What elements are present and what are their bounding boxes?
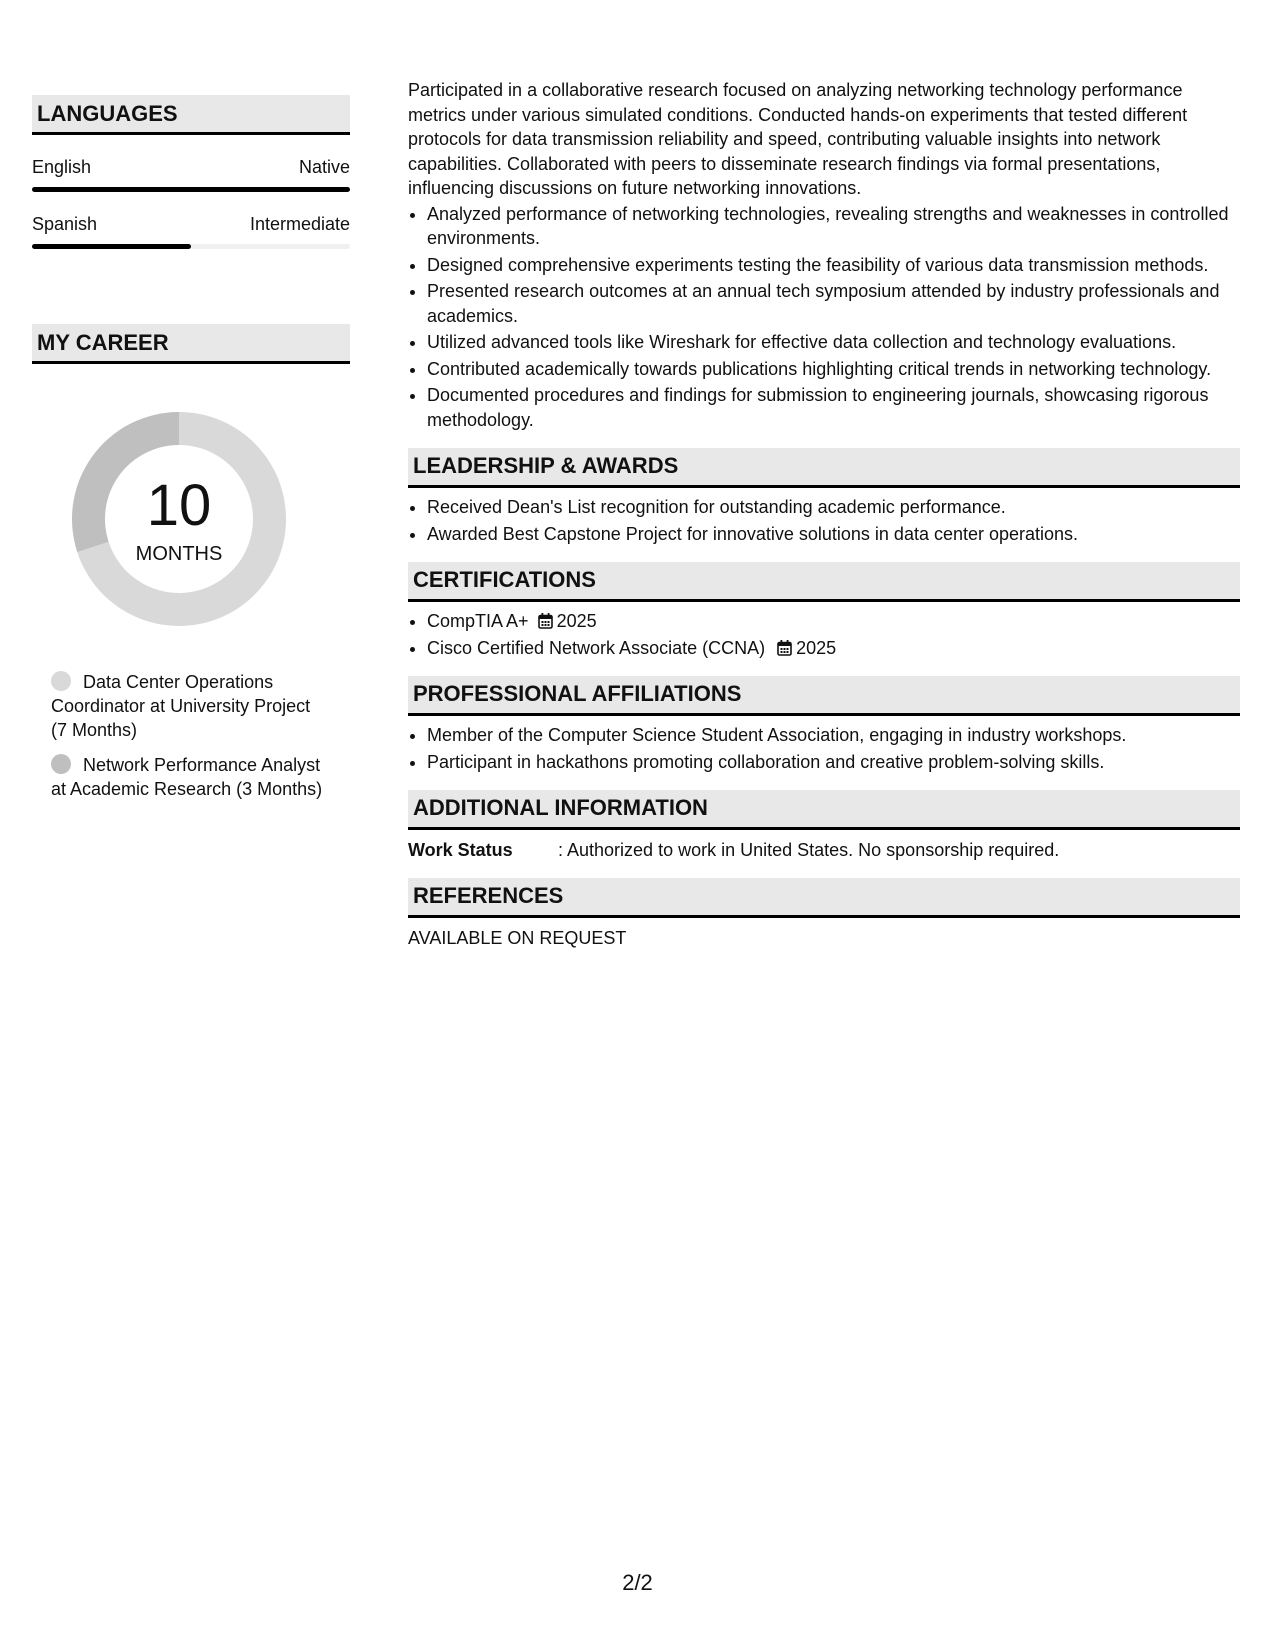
language-level: Intermediate	[249, 214, 350, 234]
certifications-list	[408, 609, 1240, 660]
language-level: Native	[298, 157, 350, 177]
language-name: Spanish	[32, 214, 98, 234]
experience-bullets	[408, 202, 1240, 433]
language-proficiency-bar	[32, 187, 350, 192]
language-proficiency-bar	[32, 244, 350, 249]
calendar-icon	[777, 640, 792, 656]
references-text: AVAILABLE ON REQUEST	[408, 928, 627, 948]
list-item: • Documented procedures and findings for submission to engineering journals, showcasing rigorous methodology.	[427, 383, 1240, 432]
certification-year: 2025	[796, 637, 837, 658]
list-item: • Received Dean's List recognition for outstanding academic performance.	[427, 495, 1240, 520]
list-item: • Presented research outcomes at an annual tech symposium attended by industry professionals and academics.	[427, 279, 1240, 328]
certifications-heading: CERTIFICATIONS	[408, 562, 1240, 602]
experience-summary: Participated in a collaborative research focused on analyzing networking technology performance metrics under various simulated conditions. Conducted hands-on experiments that tested different protocols for data transmission reliability and speed, contributing valuable insights into network capabilities. Collaborated with peers to disseminate research findings via formal presentations, influencing discussions on future networking innovations.	[408, 80, 1188, 198]
work-status-value: : Authorized to work in United States. No sponsorship required.	[558, 840, 1060, 860]
language-item	[32, 212, 350, 249]
career-legend-label: Network Performance Analyst at Academic Research (3 Months)	[51, 755, 323, 799]
career-legend-item	[51, 670, 331, 742]
career-heading: MY CAREER	[32, 324, 350, 364]
page-number: 2/2	[622, 1570, 653, 1595]
work-status-label: Work Status	[408, 840, 513, 860]
calendar-icon	[538, 613, 553, 629]
work-status-row	[408, 838, 1240, 862]
career-total-unit: MONTHS	[135, 543, 223, 565]
languages-heading: LANGUAGES	[32, 95, 350, 135]
language-item	[32, 155, 350, 192]
certification-item	[427, 609, 1240, 634]
references-heading: REFERENCES	[408, 878, 1240, 918]
leadership-heading: LEADERSHIP & AWARDS	[408, 448, 1240, 488]
language-name: English	[32, 157, 92, 177]
certification-name: Cisco Certified Network Associate (CCNA)	[427, 637, 766, 658]
list-item: • Designed comprehensive experiments testing the feasibility of various data transmission methods.	[427, 253, 1240, 278]
certification-item	[427, 636, 1240, 661]
list-item: • Contributed academically towards publications highlighting critical trends in networking technology.	[427, 357, 1240, 382]
list-item: • Awarded Best Capstone Project for innovative solutions in data center operations.	[427, 522, 1240, 547]
left-column	[32, 95, 350, 812]
certification-year: 2025	[556, 611, 597, 631]
language-proficiency-fill	[32, 244, 191, 249]
legend-dot-icon	[51, 671, 71, 691]
list-item: • Utilized advanced tools like Wireshark for effective data collection and technology evaluations.	[427, 330, 1240, 355]
leadership-list	[408, 495, 1240, 546]
certification-name: CompTIA A+	[427, 611, 529, 631]
right-column	[408, 78, 1240, 950]
career-donut-chart	[66, 406, 292, 632]
career-legend	[51, 670, 331, 801]
affiliations-list	[408, 723, 1240, 774]
legend-dot-icon	[51, 754, 71, 774]
additional-heading: ADDITIONAL INFORMATION	[408, 790, 1240, 830]
list-item: • Participant in hackathons promoting collaboration and creative problem-solving skills.	[427, 750, 1240, 775]
list-item: • Analyzed performance of networking technologies, revealing strengths and weaknesses in controlled environments.	[427, 202, 1240, 251]
language-proficiency-fill	[32, 187, 350, 192]
career-legend-label: Data Center Operations Coordinator at University Project (7 Months)	[51, 672, 311, 740]
career-legend-item	[51, 753, 331, 801]
list-item: • Member of the Computer Science Student Association, engaging in industry workshops.	[427, 723, 1240, 748]
career-total-value: 10	[146, 473, 212, 538]
affiliations-heading: PROFESSIONAL AFFILIATIONS	[408, 676, 1240, 716]
